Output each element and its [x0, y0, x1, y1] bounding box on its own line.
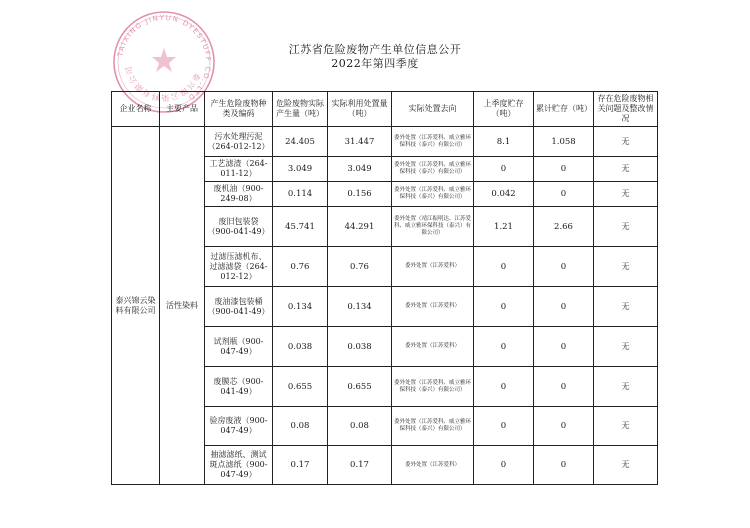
seal-latin-text: TAIXING JINYUN DYESTUFF CO.,LTD — [116, 13, 213, 103]
last-quarter-stock-cell: 0 — [474, 367, 534, 407]
issue-cell: 无 — [594, 157, 658, 182]
used-amount-cell: 0.17 — [328, 446, 392, 485]
total-stock-cell: 0 — [534, 287, 594, 327]
used-amount-cell: 44.291 — [328, 207, 392, 247]
document-title: 江苏省危险废物产生单位信息公开 — [288, 43, 462, 56]
hazardous-waste-table — [111, 91, 658, 485]
last-quarter-stock-cell: 1.21 — [474, 207, 534, 247]
total-stock-cell: 0 — [534, 157, 594, 182]
seal-chinese-text: 泰兴锦云染料有限公司 — [124, 64, 202, 103]
destination-cell: 委外处置（江苏爱科、威立雅环保科技（泰兴）有限公司） — [392, 127, 474, 157]
document-subtitle: 2022年第四季度 — [331, 57, 419, 70]
used-amount-cell: 0.156 — [328, 182, 392, 207]
destination-cell: 委外处置（江苏爱科） — [392, 446, 474, 485]
actual-amount-cell: 45.741 — [273, 207, 328, 247]
issue-cell: 无 — [594, 207, 658, 247]
issue-cell: 无 — [594, 327, 658, 367]
waste-type-cell: 废机油（900-249-08） — [205, 182, 273, 207]
company-name-cell: 泰兴锦云染料有限公司 — [112, 127, 160, 485]
waste-type-cell: 废油漆包装桶（900-041-49） — [205, 287, 273, 327]
actual-amount-cell: 0.038 — [273, 327, 328, 367]
header-waste-type: 产生危险废物种类及编码 — [205, 92, 273, 127]
actual-amount-cell: 24.405 — [273, 127, 328, 157]
waste-type-cell: 验房废液（900-047-49） — [205, 407, 273, 446]
total-stock-cell: 2.66 — [534, 207, 594, 247]
header-issues: 存在危险废物相关问题及整改情况 — [594, 92, 658, 127]
issue-cell: 无 — [594, 247, 658, 287]
actual-amount-cell: 0.17 — [273, 446, 328, 485]
waste-type-cell: 过滤压滤机布、过滤滤袋（264-012-12） — [205, 247, 273, 287]
actual-amount-cell: 0.114 — [273, 182, 328, 207]
actual-amount-cell: 0.08 — [273, 407, 328, 446]
used-amount-cell: 0.134 — [328, 287, 392, 327]
header-destination: 实际处置去向 — [392, 92, 474, 127]
used-amount-cell: 3.049 — [328, 157, 392, 182]
last-quarter-stock-cell: 0 — [474, 157, 534, 182]
last-quarter-stock-cell: 0.042 — [474, 182, 534, 207]
destination-cell: 委外处置（江苏爱科、威立雅环保科技（泰兴）有限公司） — [392, 367, 474, 407]
header-total-stock: 累计贮存（吨） — [534, 92, 594, 127]
actual-amount-cell: 0.76 — [273, 247, 328, 287]
issue-cell: 无 — [594, 446, 658, 485]
waste-type-cell: 工艺滤渣（264-011-12） — [205, 157, 273, 182]
table-header-row — [112, 92, 658, 127]
destination-cell: 委外处置（江苏爱科） — [392, 327, 474, 367]
last-quarter-stock-cell: 0 — [474, 446, 534, 485]
used-amount-cell: 0.038 — [328, 327, 392, 367]
last-quarter-stock-cell: 0 — [474, 407, 534, 446]
issue-cell: 无 — [594, 407, 658, 446]
last-quarter-stock-cell: 0 — [474, 287, 534, 327]
total-stock-cell: 0 — [534, 446, 594, 485]
total-stock-cell: 0 — [534, 367, 594, 407]
header-actual-amount: 危险废物实际产生量（吨） — [273, 92, 328, 127]
issue-cell: 无 — [594, 182, 658, 207]
main-product-cell: 活性染料 — [160, 127, 205, 485]
destination-cell: 委外处置（江苏爱科、威立雅环保科技（泰兴）有限公司） — [392, 407, 474, 446]
header-company: 企业名称 — [112, 92, 160, 127]
waste-type-cell: 试剂瓶（900-047-49） — [205, 327, 273, 367]
destination-cell: 委外处置（江苏爱科） — [392, 247, 474, 287]
actual-amount-cell: 0.655 — [273, 367, 328, 407]
destination-cell: 委外处置（江苏爱科、威立雅环保科技（泰兴）有限公司） — [392, 182, 474, 207]
issue-cell: 无 — [594, 287, 658, 327]
waste-type-cell: 污水处理污泥（264-012-12） — [205, 127, 273, 157]
waste-type-cell: 废膜芯（900-041-49） — [205, 367, 273, 407]
used-amount-cell: 0.655 — [328, 367, 392, 407]
issue-cell: 无 — [594, 127, 658, 157]
total-stock-cell: 0 — [534, 247, 594, 287]
header-used-amount: 实际利用处置量（吨） — [328, 92, 392, 127]
last-quarter-stock-cell: 8.1 — [474, 127, 534, 157]
header-product: 主要产品 — [160, 92, 205, 127]
waste-type-cell: 抽滤滤纸、测试斑点滤纸（900-047-49） — [205, 446, 273, 485]
total-stock-cell: 0 — [534, 407, 594, 446]
issue-cell: 无 — [594, 367, 658, 407]
last-quarter-stock-cell: 0 — [474, 247, 534, 287]
actual-amount-cell: 0.134 — [273, 287, 328, 327]
last-quarter-stock-cell: 0 — [474, 327, 534, 367]
actual-amount-cell: 3.049 — [273, 157, 328, 182]
table-row — [112, 127, 658, 157]
total-stock-cell: 1.058 — [534, 127, 594, 157]
used-amount-cell: 0.08 — [328, 407, 392, 446]
destination-cell: 委外处置（靖江振明达、江苏爱科、威立雅环保科技（泰兴）有限公司） — [392, 207, 474, 247]
total-stock-cell: 0 — [534, 182, 594, 207]
waste-type-cell: 废旧包装袋（900-041-49） — [205, 207, 273, 247]
used-amount-cell: 31.447 — [328, 127, 392, 157]
destination-cell: 委外处置（江苏爱科、威立雅环保科技（泰兴）有限公司） — [392, 157, 474, 182]
used-amount-cell: 0.76 — [328, 247, 392, 287]
header-last-quarter-stock: 上季度贮存（吨） — [474, 92, 534, 127]
total-stock-cell: 0 — [534, 327, 594, 367]
destination-cell: 委外处置（江苏爱科） — [392, 287, 474, 327]
